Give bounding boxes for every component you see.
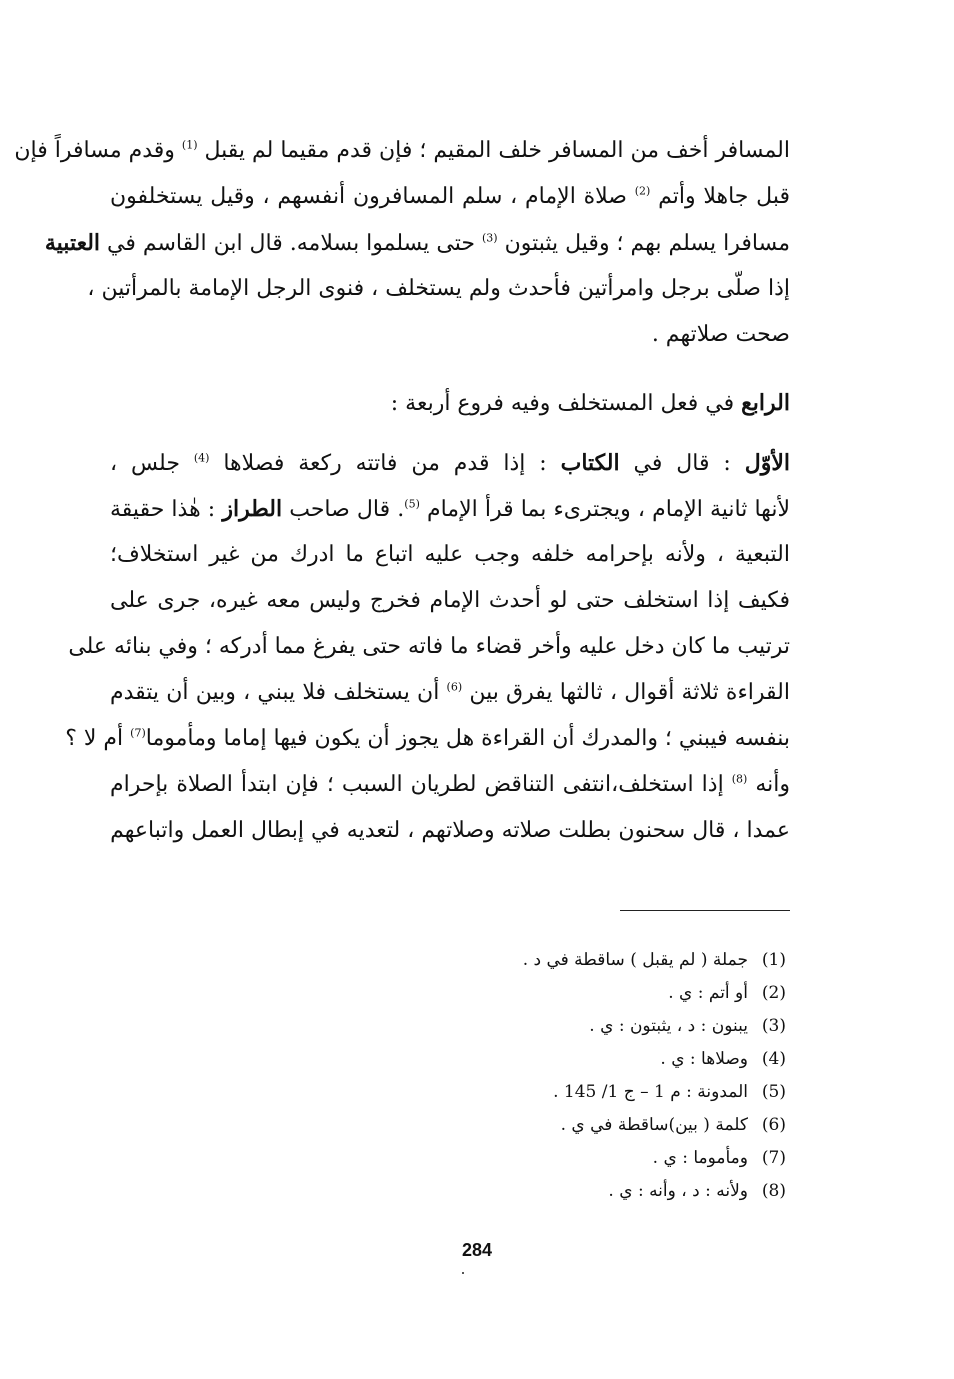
- text-run: لأنها ثانية الإمام ، ويجترىء بما قرأ الإمام: [419, 497, 790, 522]
- footnote-text: يبنون : د ، يثبتون : ي .: [589, 1016, 748, 1036]
- text-run: التبعية ، ولأنه بإحرامه خلفه وجب عليه اتباع ما ادرك من غير استخلاف؛: [110, 542, 790, 567]
- text-run: حتى يسلموا بسلامه. قال ابن القاسم في: [100, 231, 482, 256]
- section-heading: [110, 380, 790, 426]
- footnote-text: ولأنه : د ، وأنه : ي .: [608, 1181, 748, 1201]
- text-run: وأنه: [747, 772, 790, 797]
- text-line: [110, 174, 790, 220]
- footnote-item: [266, 1043, 786, 1076]
- footnote-item: [266, 1109, 786, 1142]
- text-run: أم لا ؟: [65, 726, 131, 751]
- footnote-number: (7): [761, 1148, 786, 1168]
- text-line: [110, 312, 790, 358]
- text-line: [110, 440, 790, 486]
- footnote-number: (3): [761, 1016, 786, 1036]
- text-run: . قال صاحب: [282, 497, 405, 522]
- footnote-number: (5): [761, 1082, 786, 1102]
- text-line: [110, 486, 790, 532]
- text-run: وقدم مسافراً فإن: [14, 138, 182, 163]
- text-run: بنفسه فيبني ؛ والمدرك أن القراءة هل يجوز أن يكون فيها إماما ومأموما: [145, 726, 790, 751]
- text-line: [110, 808, 790, 854]
- text-line: [44, 220, 790, 266]
- footnote-ref: (5): [404, 497, 420, 511]
- footnote-item: [266, 1175, 786, 1208]
- text-run: القراءة ثلاثة أقوال ، ثالثها يفرق بين: [462, 680, 790, 705]
- footnote-text: وصلاها : ي .: [660, 1049, 748, 1069]
- footnote-text: المدونة : م 1 – ج 1/ 145 .: [553, 1082, 748, 1102]
- footnote-number: (8): [761, 1181, 786, 1201]
- heading-text: في فعل المستخلف وفيه فروع أربعة :: [390, 391, 742, 416]
- heading-bold: الرابع: [741, 390, 790, 416]
- footnotes: [266, 944, 786, 1208]
- footnote-item: [266, 1010, 786, 1043]
- footnote-ref: (8): [731, 772, 748, 786]
- text-line: [65, 716, 790, 762]
- footnote-text: جملة ( لم يقبل ) ساقطة في د .: [522, 950, 748, 970]
- text-run: : إذا قدم من فاتته ركعة فصلاها: [209, 451, 561, 476]
- text-run: جلس ،: [110, 451, 194, 476]
- text-line: [110, 578, 790, 624]
- footnote-ref: (7): [130, 726, 146, 740]
- footnote-number: (6): [761, 1115, 786, 1135]
- bold-term: الكتاب: [560, 450, 620, 476]
- heading-line: [110, 380, 790, 426]
- footnote-number: (1): [761, 950, 786, 970]
- text-run: فكيف إذا استخلف حتى لو أحدث الإمام فخرج وليس معه غيره، جرى على: [110, 588, 790, 613]
- text-run: أن يستخلف فلا يبني ، وبين أن يتقدم: [110, 680, 447, 705]
- footnote-item: [266, 977, 786, 1010]
- footnote-number: (2): [761, 983, 786, 1003]
- bold-term: العتبية: [44, 230, 101, 256]
- text-line: [68, 624, 790, 670]
- text-run: إذا استخلف،انتفى التناقض لطريان السبب ؛ فإن ابتدأ الصلاة بإحرام: [110, 772, 732, 797]
- text-run: مسافرا يسلم بهم ؛ وقيل يثبتون: [497, 231, 790, 256]
- text-line: [87, 266, 790, 312]
- text-run: صحت صلاتهم .: [651, 322, 790, 347]
- footnote-item: [266, 1142, 786, 1175]
- bold-term: الأوّل: [744, 450, 790, 476]
- print-mark: [462, 1272, 464, 1274]
- footnote-ref: (1): [181, 138, 198, 152]
- footnote-ref: (3): [481, 231, 498, 245]
- footnote-ref: (2): [634, 184, 651, 198]
- text-run: صلاة الإمام ، سلم المسافرون أنفسهم ، وقيل يستخلفون: [110, 184, 635, 209]
- page-number: 284: [461, 1240, 493, 1260]
- footnote-text: ومأموما : ي .: [652, 1148, 748, 1168]
- text-run: قبل جاهلا وأتم: [650, 184, 790, 209]
- text-line: [14, 128, 790, 174]
- text-run: : قال في: [619, 451, 745, 476]
- paragraph-1: [14, 128, 790, 358]
- footnote-text: أو أتم : ي .: [668, 983, 748, 1003]
- paragraph-2: [65, 440, 790, 854]
- text-run: عمدا ، قال سحنون بطلت صلاته وصلاتهم ، لتعديه في إبطال العمل واتباعهم: [110, 818, 790, 843]
- text-run: المسافر أخف من المسافر خلف المقيم ؛ فإن قدم مقيما لم يقبل: [197, 138, 790, 163]
- bold-term: الطراز: [222, 496, 283, 522]
- text-line: [110, 762, 790, 808]
- text-line: [110, 532, 790, 578]
- text-run: ترتيب ما كان دخل عليه وأخر قضاء ما فاته حتى يفرغ مما أدركه ؛ وفي بنائه على: [68, 634, 790, 659]
- footnote-text: كلمة ( بين)ساقطة في ي .: [560, 1115, 748, 1135]
- text-run: : هٰذا حقيقة: [110, 497, 223, 522]
- footnote-ref: (6): [446, 680, 463, 694]
- footnote-item: [266, 1076, 786, 1109]
- footnote-number: (4): [761, 1049, 786, 1069]
- footnote-divider: [620, 910, 790, 911]
- footnote-item: [266, 944, 786, 977]
- text-line: [110, 670, 790, 716]
- text-run: إذا صلّى برجل وامرأتين فأحدث ولم يستخلف ، فنوى الرجل الإمامة بالمرأتين ،: [87, 276, 790, 301]
- footnote-ref: (4): [193, 451, 210, 465]
